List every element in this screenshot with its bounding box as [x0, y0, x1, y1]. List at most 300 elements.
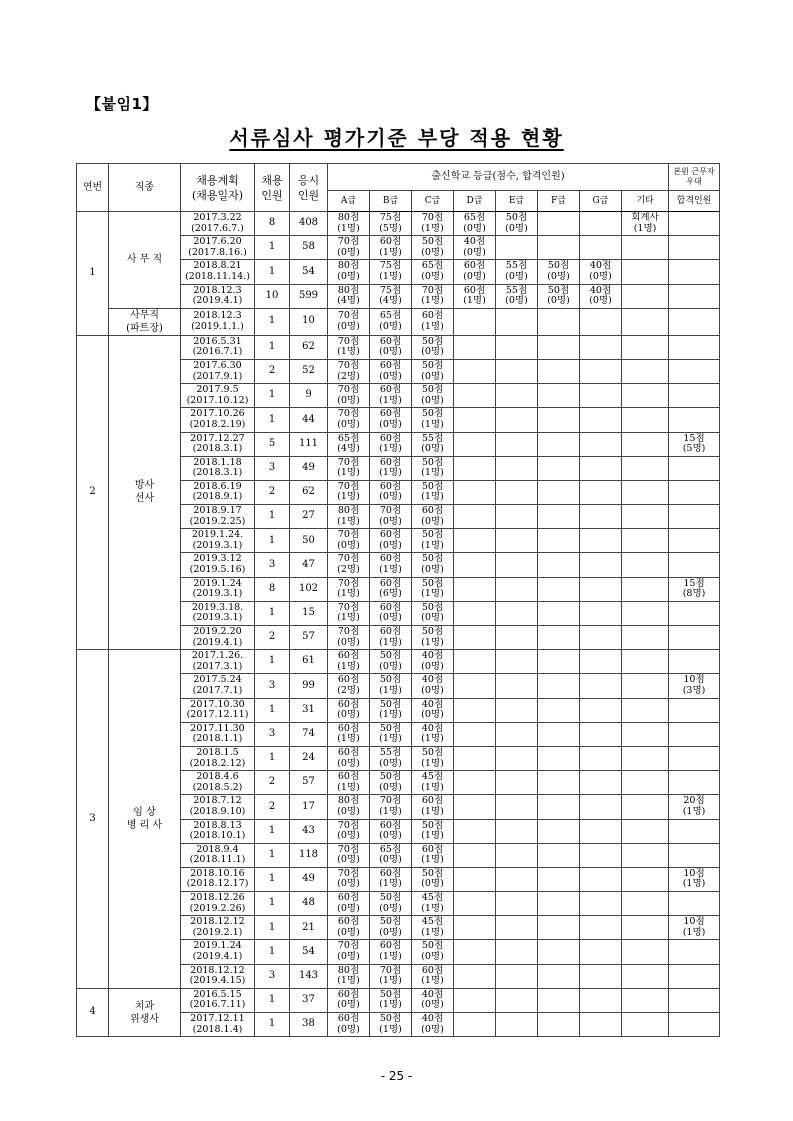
grade-value-line2: (1명) — [379, 636, 402, 648]
grade-cell — [454, 480, 496, 504]
hires-cell: 1 — [255, 505, 290, 529]
grade-cell — [580, 359, 622, 383]
grade-value-line1: 70점 — [337, 940, 360, 952]
grade-value-line2: (2명) — [337, 370, 360, 382]
header-grade-a: A급 — [328, 191, 370, 212]
grade-cell — [454, 577, 496, 601]
grade-value-line2: (0명) — [337, 999, 360, 1011]
pref-cell — [669, 626, 720, 650]
plan-date-line1: 2017.6.20 — [193, 236, 242, 248]
grade-cell — [496, 626, 538, 650]
pref-cell — [669, 432, 720, 456]
grade-value-line1: 60점 — [337, 674, 360, 686]
grade-cell — [580, 432, 622, 456]
applicants-cell: 143 — [290, 964, 328, 988]
hires-cell: 3 — [255, 674, 290, 698]
occupation-name-line2: 위생사 — [130, 1013, 159, 1025]
grade-value-line1: 70점 — [337, 843, 360, 855]
plan-cell — [181, 988, 255, 1012]
grade-cell — [496, 722, 538, 746]
grade-cell — [328, 892, 370, 916]
grade-cell — [412, 795, 454, 819]
grade-value-line2: (0명) — [379, 830, 402, 842]
grade-value-line1: 40점 — [589, 284, 612, 296]
grade-cell — [454, 408, 496, 432]
grade-value-line2: (1명) — [379, 270, 402, 282]
grade-value-line2: (5명) — [379, 222, 402, 234]
grade-value-line1: 회계사 — [631, 212, 659, 223]
grade-cell — [412, 480, 454, 504]
grade-cell — [538, 988, 580, 1012]
grade-cell — [454, 940, 496, 964]
grade-cell — [622, 553, 669, 577]
pref-value-line1: 15점 — [683, 577, 705, 589]
grade-cell — [496, 260, 538, 284]
hires-cell: 1 — [255, 335, 290, 359]
plan-cell — [181, 577, 255, 601]
hires-cell: 1 — [255, 698, 290, 722]
grade-cell — [370, 867, 412, 891]
plan-date-line1: 2019.3.12 — [193, 553, 242, 565]
table-row — [77, 212, 720, 236]
grade-value-line2: (1명) — [337, 975, 360, 987]
grade-value-line1: 50점 — [379, 892, 402, 904]
pref-value-line1: 10점 — [683, 916, 705, 928]
grade-value-line2: (0명) — [421, 1023, 444, 1035]
pref-cell — [669, 408, 720, 432]
grade-cell — [412, 212, 454, 236]
occupation-name-line1: 치과 — [134, 1000, 155, 1012]
grade-value-line1: 45점 — [421, 771, 444, 783]
grade-value-line2: (0명) — [421, 246, 444, 258]
grade-cell — [454, 1013, 496, 1037]
grade-cell — [454, 795, 496, 819]
grade-value-line2: (0명) — [379, 781, 402, 793]
header-hires — [255, 164, 290, 212]
pref-value-line2: (1명) — [682, 926, 706, 938]
pref-cell — [669, 988, 720, 1012]
grade-value-line2: (0명) — [505, 222, 528, 234]
table-row — [77, 650, 720, 674]
table-body — [77, 212, 720, 1037]
plan-cell — [181, 456, 255, 480]
grade-value-line1: 80점 — [337, 284, 360, 296]
grade-cell — [538, 553, 580, 577]
grade-cell — [454, 456, 496, 480]
grade-value-line2: (1명) — [421, 320, 444, 332]
hires-cell: 2 — [255, 795, 290, 819]
pref-cell — [669, 577, 720, 601]
plan-cell — [181, 335, 255, 359]
pref-value-line2: (8명) — [682, 588, 706, 600]
applicants-cell: 599 — [290, 284, 328, 308]
grade-value-line1: 60점 — [337, 698, 360, 710]
grade-cell — [370, 698, 412, 722]
grade-cell — [328, 529, 370, 553]
grade-cell — [454, 335, 496, 359]
grade-cell — [580, 577, 622, 601]
grade-cell — [622, 698, 669, 722]
grade-value-line1: 50점 — [379, 771, 402, 783]
grade-cell — [370, 408, 412, 432]
header-grade-other: 기타 — [622, 191, 669, 212]
pref-value-line2: (1명) — [682, 805, 706, 817]
occupation-name-line2: (파트장) — [126, 322, 163, 334]
grade-cell — [412, 236, 454, 260]
grade-value-line2: (1명) — [379, 805, 402, 817]
plan-date-line1: 2017.11.30 — [190, 722, 245, 734]
plan-cell — [181, 601, 255, 625]
grade-value-line2: (1명) — [421, 222, 444, 234]
plan-date-line1: 2018.12.12 — [190, 964, 245, 976]
attachment-label: 【붙임1】 — [86, 95, 158, 113]
plan-date-line2: (2017.6.7.) — [191, 222, 244, 234]
plan-date-line2: (2019.1.1.) — [191, 320, 244, 332]
grade-cell — [538, 260, 580, 284]
plan-cell — [181, 650, 255, 674]
grade-cell — [370, 650, 412, 674]
page-title — [0, 122, 793, 151]
grade-value-line2: (1명) — [421, 854, 444, 866]
grade-cell — [328, 650, 370, 674]
grade-cell — [370, 308, 412, 335]
grade-value-line1: 80점 — [337, 964, 360, 976]
grade-value-line2: (0명) — [337, 539, 360, 551]
grade-value-line1: 60점 — [463, 284, 486, 296]
grade-cell — [496, 892, 538, 916]
pref-cell — [669, 795, 720, 819]
grade-value-line2: (0명) — [337, 926, 360, 938]
grade-value-line1: 70점 — [337, 456, 360, 468]
grade-cell — [538, 843, 580, 867]
plan-date-line1: 2017.10.30 — [190, 698, 245, 710]
applicants-cell: 62 — [290, 335, 328, 359]
grade-cell — [496, 577, 538, 601]
grade-cell — [496, 408, 538, 432]
grade-value-line2: (0명) — [379, 539, 402, 551]
plan-cell — [181, 529, 255, 553]
grade-value-line2: (0명) — [379, 926, 402, 938]
grade-cell — [580, 867, 622, 891]
grade-cell — [412, 916, 454, 940]
grade-cell — [370, 529, 412, 553]
grade-value-line1: 50점 — [547, 284, 570, 296]
grade-value-line2: (0명) — [589, 295, 612, 307]
grade-cell — [412, 964, 454, 988]
grade-cell — [496, 529, 538, 553]
grade-value-line2: (0명) — [337, 878, 360, 890]
grade-cell — [622, 1013, 669, 1037]
occupation-cell — [109, 212, 181, 309]
grade-cell — [580, 236, 622, 260]
grade-value-line2: (0명) — [421, 709, 444, 721]
grade-cell — [370, 335, 412, 359]
grade-value-line2: (0명) — [505, 270, 528, 282]
plan-cell — [181, 308, 255, 335]
grade-cell — [580, 916, 622, 940]
plan-cell — [181, 746, 255, 770]
applicants-cell: 118 — [290, 843, 328, 867]
plan-date-line1: 2018.12.3 — [193, 310, 242, 322]
grade-cell — [454, 260, 496, 284]
grade-cell — [328, 746, 370, 770]
grade-cell — [496, 308, 538, 335]
grade-cell — [370, 359, 412, 383]
grade-value-line2: (1명) — [337, 781, 360, 793]
grade-cell — [370, 771, 412, 795]
grade-cell — [580, 819, 622, 843]
header-school-grade-group: 출신학교 등급(점수, 합격인원) — [328, 164, 669, 191]
grade-cell — [496, 674, 538, 698]
grade-cell — [454, 432, 496, 456]
grade-cell — [328, 260, 370, 284]
pref-cell — [669, 284, 720, 308]
header-plan-line2: (채용일자) — [191, 188, 244, 202]
grade-cell — [538, 892, 580, 916]
grade-cell — [454, 650, 496, 674]
grade-cell — [328, 284, 370, 308]
plan-date-line1: 2016.5.15 — [193, 988, 242, 1000]
occupation-name-line2: 선사 — [134, 493, 155, 505]
applicants-cell: 408 — [290, 212, 328, 236]
hires-cell: 1 — [255, 529, 290, 553]
applicants-cell: 58 — [290, 236, 328, 260]
hires-cell: 8 — [255, 577, 290, 601]
grade-cell — [412, 529, 454, 553]
hires-cell: 1 — [255, 940, 290, 964]
grade-value-line2: (6명) — [379, 588, 402, 600]
grade-value-line1: 70점 — [337, 819, 360, 831]
grade-cell — [370, 236, 412, 260]
hires-cell: 2 — [255, 771, 290, 795]
grade-cell — [580, 384, 622, 408]
grade-value-line2: (2명) — [337, 564, 360, 576]
grade-cell — [454, 771, 496, 795]
grade-cell — [454, 722, 496, 746]
grade-value-line2: (0명) — [421, 684, 444, 696]
grade-value-line1: 50점 — [379, 698, 402, 710]
grade-value-line2: (0명) — [379, 854, 402, 866]
grade-cell — [580, 553, 622, 577]
plan-date-line2: (2018.9.1) — [192, 491, 243, 503]
grade-cell — [328, 1013, 370, 1037]
plan-date-line2: (2019.2.26) — [189, 902, 246, 914]
grade-value-line2: (0명) — [379, 757, 402, 769]
plan-date-line1: 2017.9.5 — [196, 384, 239, 396]
group-number: 3 — [77, 650, 109, 989]
grade-cell — [454, 746, 496, 770]
grade-value-line2: (0명) — [337, 246, 360, 258]
hires-cell: 10 — [255, 284, 290, 308]
table-row — [77, 308, 720, 335]
plan-date-line1: 2018.1.18 — [193, 456, 242, 468]
grade-cell — [580, 964, 622, 988]
grade-cell — [538, 1013, 580, 1037]
grade-cell — [580, 674, 622, 698]
hires-cell: 1 — [255, 650, 290, 674]
plan-date-line1: 2018.12.12 — [190, 916, 245, 928]
plan-cell — [181, 674, 255, 698]
grade-value-line2: (1명) — [421, 830, 444, 842]
pref-value-line1: 15점 — [683, 432, 705, 444]
grade-cell — [328, 940, 370, 964]
grade-value-line2: (0명) — [337, 709, 360, 721]
grade-value-line2: (1명) — [379, 951, 402, 963]
grade-cell — [580, 940, 622, 964]
header-hospital-pref — [669, 164, 720, 191]
plan-cell — [181, 940, 255, 964]
grade-cell — [538, 384, 580, 408]
grade-value-line1: 55점 — [421, 432, 444, 444]
grade-cell — [622, 408, 669, 432]
grade-value-line1: 60점 — [379, 529, 402, 541]
header-applicants — [290, 164, 328, 212]
header-grade-g: G급 — [580, 191, 622, 212]
plan-date-line1: 2018.8.13 — [193, 819, 242, 831]
plan-date-line1: 2017.12.11 — [190, 1013, 245, 1024]
grade-cell — [370, 892, 412, 916]
header-grade-e: E급 — [496, 191, 538, 212]
grade-cell — [370, 384, 412, 408]
grade-cell — [580, 601, 622, 625]
grade-value-line1: 80점 — [337, 212, 360, 223]
hires-cell: 3 — [255, 553, 290, 577]
grade-value-line2: (0명) — [379, 320, 402, 332]
grade-cell — [412, 650, 454, 674]
grade-value-line1: 50점 — [421, 408, 444, 420]
grade-value-line1: 50점 — [421, 553, 444, 565]
grade-value-line1: 40점 — [421, 988, 444, 1000]
grade-value-line2: (0명) — [421, 515, 444, 527]
grade-cell — [622, 771, 669, 795]
grade-cell — [454, 819, 496, 843]
pref-cell — [669, 505, 720, 529]
grade-cell — [622, 260, 669, 284]
grade-cell — [412, 698, 454, 722]
grade-cell — [538, 626, 580, 650]
plan-cell — [181, 626, 255, 650]
grade-value-line2: (1명) — [379, 394, 402, 406]
grade-cell — [538, 698, 580, 722]
grade-cell — [538, 359, 580, 383]
hires-cell: 1 — [255, 746, 290, 770]
grade-value-line1: 70점 — [379, 964, 402, 976]
grade-value-line2: (0명) — [547, 270, 570, 282]
recruitment-table — [76, 163, 720, 1037]
grade-value-line2: (0명) — [379, 418, 402, 430]
grade-cell — [580, 529, 622, 553]
grade-cell — [622, 456, 669, 480]
grade-value-line1: 60점 — [421, 795, 444, 807]
plan-date-line2: (2018.3.1) — [192, 467, 243, 479]
grade-cell — [622, 577, 669, 601]
grade-value-line1: 60점 — [337, 650, 360, 662]
grade-value-line1: 70점 — [337, 529, 360, 541]
grade-cell — [580, 284, 622, 308]
applicants-cell: 57 — [290, 771, 328, 795]
grade-cell — [412, 505, 454, 529]
plan-cell — [181, 553, 255, 577]
grade-cell — [328, 988, 370, 1012]
grade-value-line2: (1명) — [337, 346, 360, 358]
grade-cell — [328, 626, 370, 650]
grade-value-line1: 75점 — [379, 284, 402, 296]
grade-value-line2: (0명) — [337, 270, 360, 282]
applicants-cell: 49 — [290, 867, 328, 891]
grade-value-line1: 50점 — [379, 1013, 402, 1024]
applicants-cell: 48 — [290, 892, 328, 916]
grade-value-line1: 50점 — [421, 626, 444, 637]
grade-cell — [454, 505, 496, 529]
header-grade-d: D급 — [454, 191, 496, 212]
grade-cell — [412, 359, 454, 383]
grade-cell — [496, 698, 538, 722]
grade-value-line1: 50점 — [421, 359, 444, 371]
grade-cell — [412, 601, 454, 625]
grade-value-line2: (0명) — [337, 394, 360, 406]
grade-cell — [496, 480, 538, 504]
pref-value-line1: 10점 — [683, 867, 705, 879]
grade-cell — [538, 577, 580, 601]
plan-cell — [181, 432, 255, 456]
plan-date-line1: 2018.1.5 — [196, 746, 239, 758]
plan-cell — [181, 795, 255, 819]
applicants-cell: 54 — [290, 940, 328, 964]
grade-value-line2: (1명) — [421, 757, 444, 769]
grade-cell — [496, 650, 538, 674]
grade-cell — [580, 456, 622, 480]
grade-value-line2: (0명) — [505, 295, 528, 307]
grade-cell — [622, 795, 669, 819]
grade-value-line2: (1명) — [421, 491, 444, 503]
grade-cell — [412, 432, 454, 456]
hires-cell: 3 — [255, 456, 290, 480]
grade-value-line1: 70점 — [337, 601, 360, 613]
grade-cell — [622, 384, 669, 408]
plan-date-line1: 2017.5.24 — [193, 674, 242, 686]
grade-value-line2: (0명) — [421, 951, 444, 963]
grade-value-line1: 70점 — [337, 553, 360, 565]
grade-cell — [580, 698, 622, 722]
grade-value-line1: 50점 — [379, 650, 402, 662]
grade-cell — [580, 480, 622, 504]
grade-cell — [412, 746, 454, 770]
plan-date-line1: 2017.3.22 — [193, 212, 242, 223]
grade-value-line2: (1명) — [379, 684, 402, 696]
hires-cell: 5 — [255, 432, 290, 456]
grade-cell — [370, 916, 412, 940]
grade-value-line2: (0명) — [379, 515, 402, 527]
pref-cell — [669, 260, 720, 284]
grade-cell — [496, 843, 538, 867]
grade-value-line2: (1명) — [421, 467, 444, 479]
grade-cell — [370, 964, 412, 988]
group-number: 2 — [77, 335, 109, 649]
grade-value-line1: 60점 — [379, 335, 402, 347]
pref-cell — [669, 1013, 720, 1037]
pref-cell — [669, 359, 720, 383]
grade-value-line1: 60점 — [421, 964, 444, 976]
plan-cell — [181, 916, 255, 940]
grade-value-line2: (1명) — [337, 733, 360, 745]
grade-cell — [454, 284, 496, 308]
grade-value-line1: 70점 — [337, 867, 360, 879]
grade-cell — [580, 408, 622, 432]
grade-value-line2: (1명) — [633, 222, 657, 234]
grade-value-line2: (1명) — [337, 467, 360, 479]
plan-date-line2: (2018.3.1) — [192, 443, 243, 455]
grade-cell — [328, 359, 370, 383]
